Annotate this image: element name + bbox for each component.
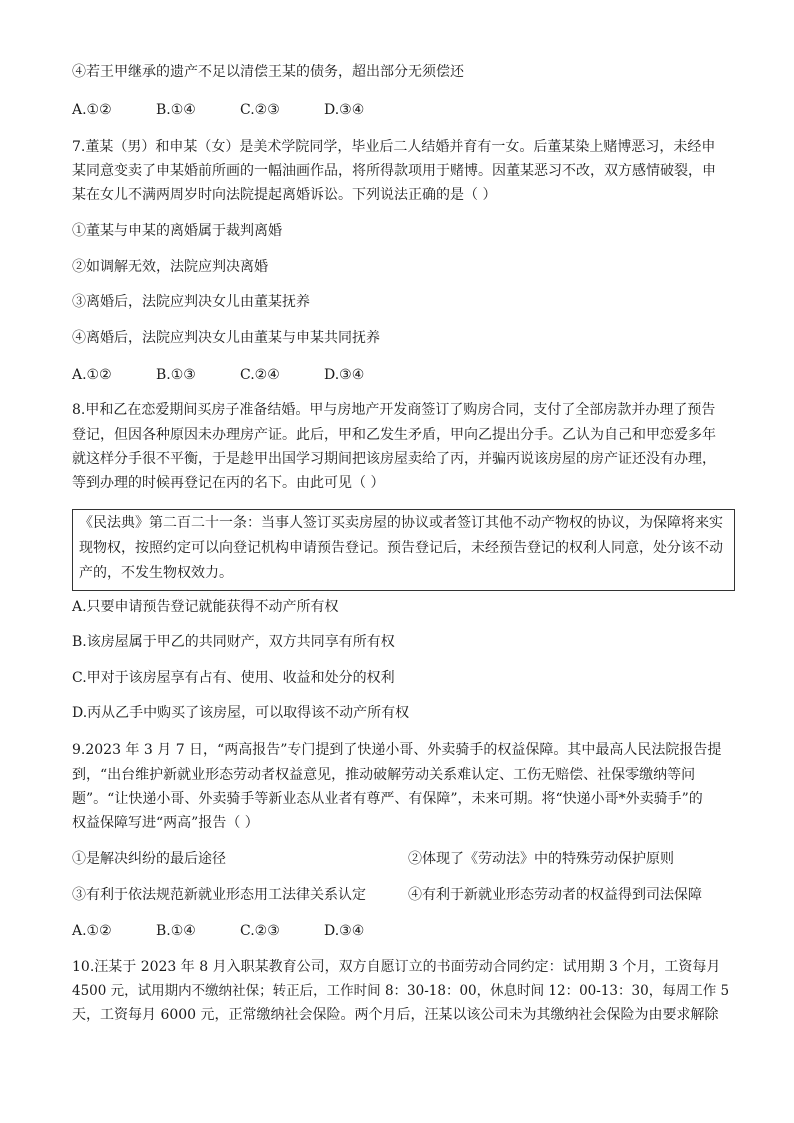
q9-option-d[interactable]: D.③④ bbox=[324, 923, 365, 939]
q7-option-d[interactable]: D.③④ bbox=[324, 367, 365, 383]
q10-stem-line: 4500 元，试用期内不缴纳社保；转正后，工作时间 8：30-18：00，休息时间 12：00-13：30，每周工作 5 bbox=[72, 983, 730, 999]
law-quote-line: 产的，不发生物权效力。 bbox=[79, 565, 233, 581]
q9-stem-line: 权益保障写进“两高”报告（ ） bbox=[72, 815, 259, 831]
q9-item-4: ④有利于新就业形态劳动者的权益得到司法保障 bbox=[408, 887, 702, 903]
q8-choice-d[interactable]: D.丙从乙手中购买了该房屋，可以取得该不动产所有权 bbox=[72, 705, 410, 721]
q7-item-2: ②如调解无效，法院应判决离婚 bbox=[72, 259, 268, 275]
q7-item-1: ①董某与申某的离婚属于裁判离婚 bbox=[72, 223, 282, 239]
law-quote-box bbox=[72, 509, 735, 591]
q7-stem-line: 7.董某（男）和申某（女）是美术学院同学，毕业后二人结婚并育有一女。后董某染上赌博恶习，未经申 bbox=[72, 139, 716, 155]
q9-item-1: ①是解决纠纷的最后途径 bbox=[72, 851, 226, 867]
q7-options bbox=[72, 365, 364, 385]
q6-option-b[interactable]: B.①④ bbox=[156, 102, 196, 118]
q9-item-2: ②体现了《劳动法》中的特殊劳动保护原则 bbox=[408, 851, 674, 867]
q7-option-a[interactable]: A.①② bbox=[72, 367, 112, 383]
q7-item-4: ④离婚后，法院应判决女儿由董某与申某共同抚养 bbox=[72, 330, 380, 346]
q8-choice-a[interactable]: A.只要申请预告登记就能获得不动产所有权 bbox=[72, 599, 339, 615]
q8-stem-line: 登记，但因各种原因未办理房产证。此后，甲和乙发生矛盾，甲向乙提出分手。乙认为自己和甲恋爱多年 bbox=[72, 427, 716, 443]
q6-option-d[interactable]: D.③④ bbox=[324, 102, 365, 118]
q9-stem-line: 9.2023 年 3 月 7 日，“两高报告”专门提到了快递小哥、外卖骑手的权益保障。其中最高人民法院报告提 bbox=[72, 742, 722, 758]
q9-stem-line: 题”。“让快递小哥、外卖骑手等新业态从业者有尊严、有保障”，未来可期。将“快递小哥*外卖骑手”的 bbox=[72, 791, 703, 807]
q6-option-a[interactable]: A.①② bbox=[72, 102, 112, 118]
q7-option-b[interactable]: B.①③ bbox=[156, 367, 196, 383]
q10-stem-line: 天，工资每月 6000 元，正常缴纳社会保险。两个月后，汪某以该公司未为其缴纳社会保险为由要求解除 bbox=[72, 1007, 719, 1023]
q7-option-c[interactable]: C.②④ bbox=[240, 367, 280, 383]
q8-stem-line: 就这样分手很不平衡，于是趁甲出国学习期间把该房屋卖给了丙，并骗丙说该房屋的房产证还没有办理， bbox=[72, 451, 716, 467]
q7-stem-line: 某在女儿不满两周岁时向法院提起离婚诉讼。下列说法正确的是（ ） bbox=[72, 187, 497, 203]
q9-option-a[interactable]: A.①② bbox=[72, 923, 112, 939]
q9-options bbox=[72, 921, 364, 941]
law-quote-line: 《民法典》第二百二十一条：当事人签订买卖房屋的协议或者签订其他不动产物权的协议，为保障将来实 bbox=[79, 515, 723, 531]
q9-stem-line: 到，“出台维护新就业形态劳动者权益意见，推动破解劳动关系难认定、工伤无赔偿、社保零缴纳等问 bbox=[72, 767, 696, 783]
q8-choice-c[interactable]: C.甲对于该房屋享有占有、使用、收益和处分的权利 bbox=[72, 670, 395, 686]
q8-stem-line: 8.甲和乙在恋爱期间买房子准备结婚。甲与房地产开发商签订了购房合同，支付了全部房款并办理了预告 bbox=[72, 402, 716, 418]
q6-options bbox=[72, 100, 364, 120]
q6-item-4: ④若王甲继承的遗产不足以清偿王某的债务，超出部分无须偿还 bbox=[72, 64, 464, 80]
q8-stem-line: 等到办理的时候再登记在丙的名下。由此可见（ ） bbox=[72, 475, 385, 491]
q7-stem-line: 某同意变卖了申某婚前所画的一幅油画作品，将所得款项用于赌博。因董某恶习不改，双方感情破裂，申 bbox=[72, 163, 716, 179]
q6-option-c[interactable]: C.②③ bbox=[240, 102, 280, 118]
law-quote-line: 现物权，按照约定可以向登记机构申请预告登记。预告登记后，未经预告登记的权利人同意，处分该不动 bbox=[79, 540, 723, 556]
q7-item-3: ③离婚后，法院应判决女儿由董某抚养 bbox=[72, 294, 310, 310]
q9-option-b[interactable]: B.①④ bbox=[156, 923, 196, 939]
q10-stem-line: 10.汪某于 2023 年 8 月入职某教育公司，双方自愿订立的书面劳动合同约定：试用期 3 个月，工资每月 bbox=[72, 959, 721, 975]
q9-option-c[interactable]: C.②③ bbox=[240, 923, 280, 939]
q8-choice-b[interactable]: B.该房屋属于甲乙的共同财产，双方共同享有所有权 bbox=[72, 634, 395, 650]
q9-item-3: ③有利于依法规范新就业形态用工法律关系认定 bbox=[72, 887, 366, 903]
